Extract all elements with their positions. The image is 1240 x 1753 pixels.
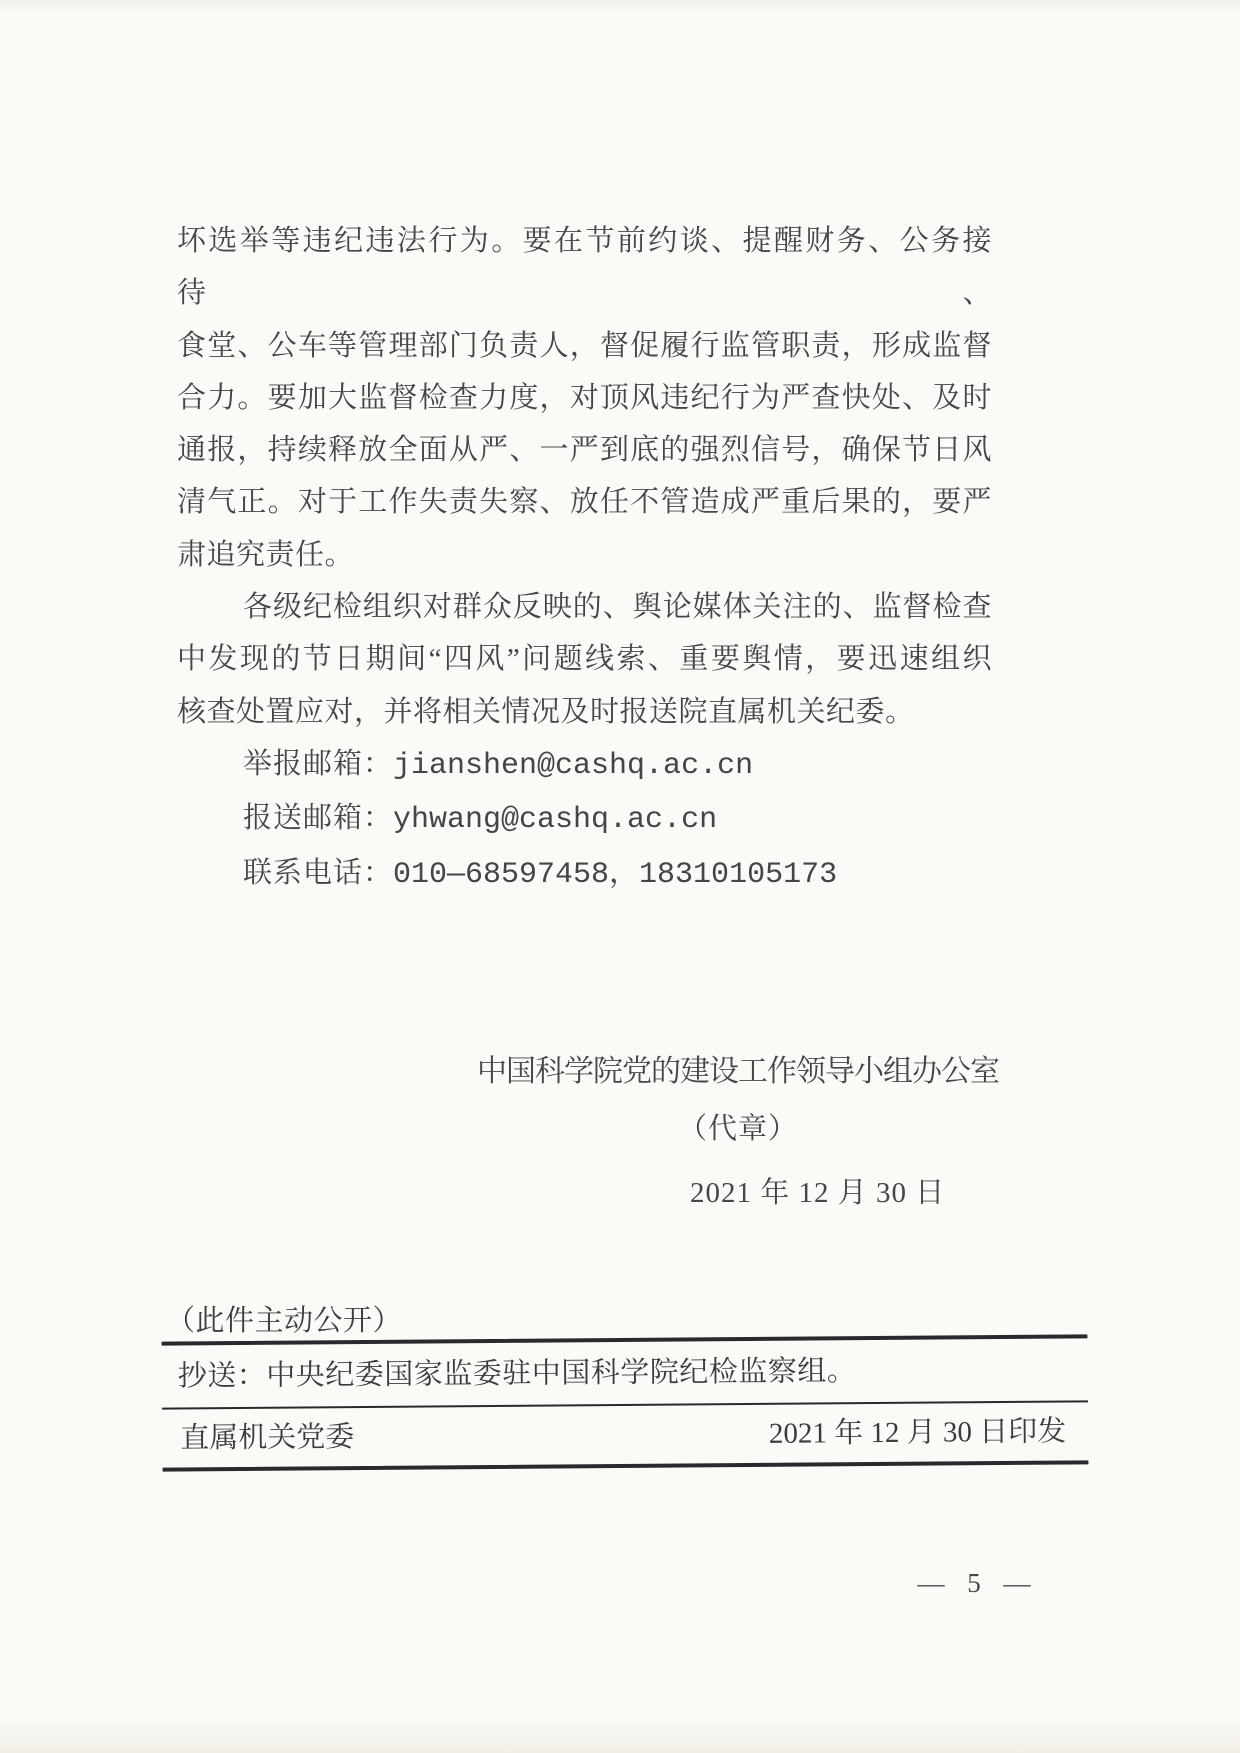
body-line: 合力。要加大监督检查力度，对顶风违纪行为严查快处、及时 xyxy=(177,381,992,414)
phone-label: 联系电话： xyxy=(243,856,394,889)
body-text-block xyxy=(177,215,992,901)
submit-email-row xyxy=(177,792,992,846)
page-number: — 5 — xyxy=(917,1568,1031,1598)
submit-email-label: 报送邮箱： xyxy=(243,802,394,835)
body-line: 通报，持续释放全面从严、一严到底的强烈信号，确保节日风 xyxy=(177,434,992,467)
report-email-value: jianshen@cashq.ac.cn xyxy=(393,748,754,783)
body-line: 坏选举等违纪违法行为。要在节前约谈、提醒财务、公务接待、 xyxy=(177,225,992,310)
disclosure-note: （此件主动公开） xyxy=(166,1305,403,1337)
issue-row xyxy=(162,1402,1088,1467)
body-line: 各级纪检组织对群众反映的、舆论媒体关注的、监督检查 xyxy=(243,591,992,624)
signature-org: 中国科学院党的建设工作领导小组办公室 xyxy=(477,1055,999,1088)
body-line: 中发现的节日期间“四风”问题线索、重要舆情，要迅速组织 xyxy=(177,643,992,676)
body-line: 食堂、公车等管理部门负责人，督促履行监管职责，形成监督 xyxy=(177,329,992,362)
phone-value: 010—68597458，18310105173 xyxy=(393,857,838,892)
print-date: 2021 年 12 月 30 日印发 xyxy=(768,1415,1067,1450)
phone-row xyxy=(177,847,992,901)
report-email-row xyxy=(177,738,992,792)
issuer-name: 直属机关党委 xyxy=(180,1421,355,1455)
cc-line: 抄送：中央纪委国家监委驻中国科学院纪检监察组。 xyxy=(177,1355,857,1393)
seal-note: （代章） xyxy=(678,1113,799,1145)
footer-block xyxy=(162,1334,1089,1471)
signature-date: 2021 年 12 月 30 日 xyxy=(690,1177,946,1209)
submit-email-value: yhwang@cashq.ac.cn xyxy=(393,803,718,838)
body-line: 核查处置应对，并将相关情况及时报送院直属机关纪委。 xyxy=(177,695,915,728)
report-email-label: 举报邮箱： xyxy=(243,747,394,780)
body-line: 肃追究责任。 xyxy=(177,538,355,571)
body-line: 清气正。对于工作失责失察、放任不管造成严重后果的，要严 xyxy=(177,486,992,519)
